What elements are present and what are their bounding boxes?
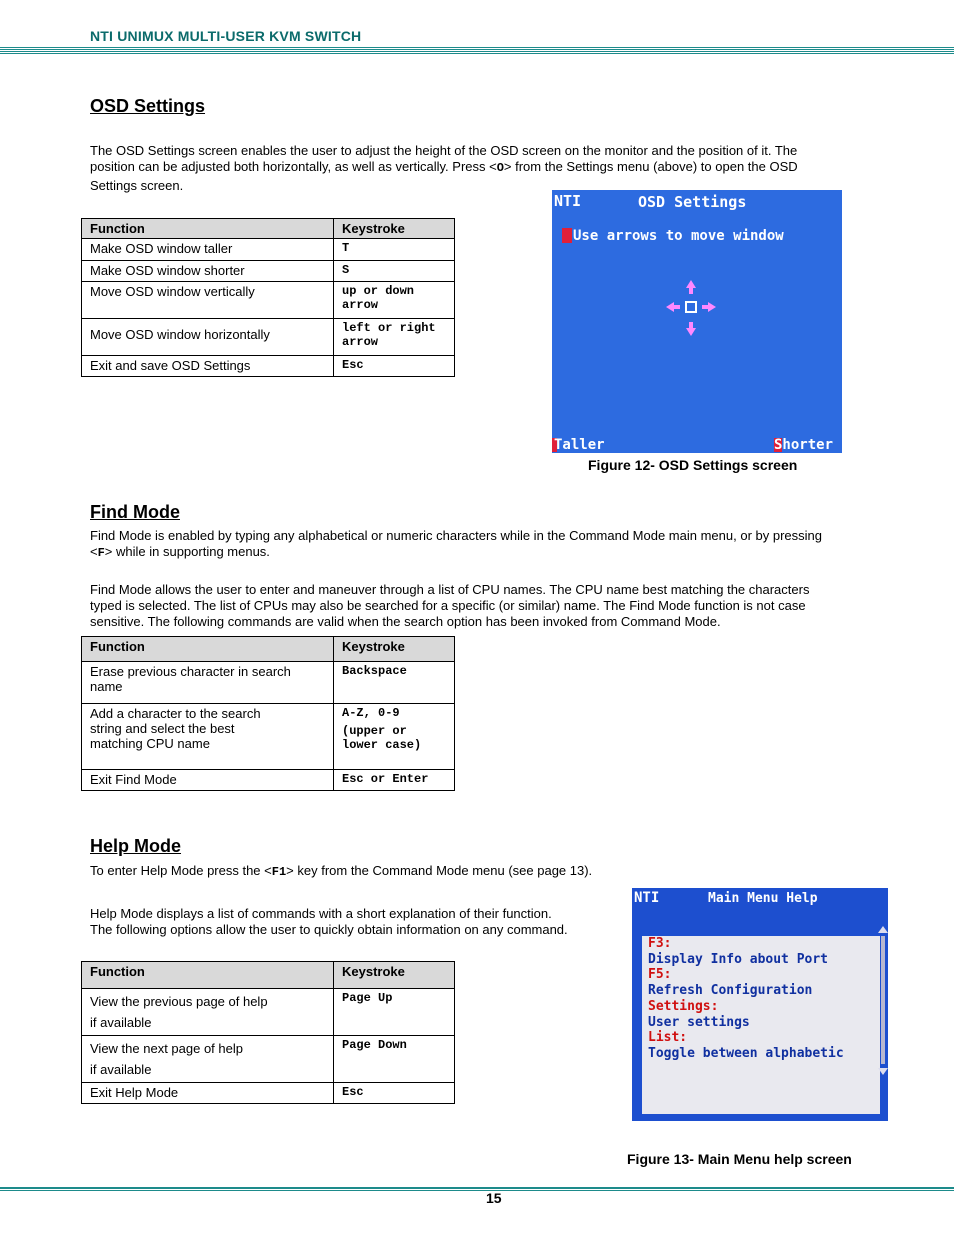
osd-keystroke-table <box>81 218 455 377</box>
scrollbar-arrows-icon <box>878 926 888 1076</box>
find-keystroke-table <box>81 636 455 791</box>
table-row: Make OSD window shorter S <box>82 261 455 282</box>
find-mode-heading: Find Mode <box>90 502 180 522</box>
nti-logo: NTI <box>634 890 660 906</box>
table-row: Move OSD window horizontally left or right arrow <box>82 319 455 356</box>
taller-label: Taller <box>554 437 605 453</box>
table-header-keystroke: Keystroke <box>334 219 455 239</box>
four-arrows-icon <box>662 278 722 338</box>
table-row: Exit and save OSD Settings Esc <box>82 356 455 377</box>
table-row: View the next page of help if available Page Down <box>82 1036 455 1083</box>
help-description-paragraph: Help Mode displays a list of commands with a short explanation of their function. The following options allow the user to quickly obtain information on any command. <box>90 906 568 937</box>
help-mode-heading: Help Mode <box>90 836 182 856</box>
figure-13-caption: Figure 13- Main Menu help screen <box>627 1151 852 1167</box>
help-keystroke-table <box>81 961 455 1104</box>
footer-rule <box>0 1187 954 1191</box>
screen-title: OSD Settings <box>638 193 747 211</box>
table-header-function: Function <box>82 962 334 989</box>
screen-instruction: Use arrows to move window <box>573 228 784 244</box>
table-row: Make OSD window taller T <box>82 239 455 261</box>
find-description-paragraph: Find Mode allows the user to enter and maneuver through a list of CPU names. The CPU name best matching the characters typed is selected. The list of CPUs may also be searched for a specific (or similar) name. The Find Mode function is not case sensitive. The following commands are valid when the search option has been invoked from Command Mode. <box>90 582 810 629</box>
page-number: 15 <box>486 1190 502 1206</box>
help-panel: F3: Display Info about Port F5: Refresh Configuration Settings: User settings List: Toggle between alphabetic <box>642 936 880 1114</box>
osd-intro-paragraph: The OSD Settings screen enables the user to adjust the height of the OSD screen on the monitor and the position of it. The position can be adjusted both horizontally, as well as vertically. Press <O> from the Settings menu (above) to open the OSD Settings screen. <box>90 143 798 193</box>
header-rule <box>0 47 954 55</box>
table-row: View the previous page of help if available Page Up <box>82 989 455 1036</box>
cursor-block <box>562 228 572 243</box>
document-header: NTI UNIMUX MULTI-USER KVM SWITCH <box>90 28 362 44</box>
screen-title: Main Menu Help <box>708 891 818 906</box>
nti-logo: NTI <box>554 192 582 210</box>
main-menu-help-screenshot <box>632 888 888 1121</box>
table-row: Move OSD window vertically up or down arrow <box>82 282 455 319</box>
table-row: Erase previous character in search name Backspace <box>82 662 455 704</box>
table-row: Exit Find Mode Esc or Enter <box>82 770 455 791</box>
figure-12-caption: Figure 12- OSD Settings screen <box>588 457 798 473</box>
table-row: Add a character to the search string and select the best matching CPU name A-Z, 0-9 (upper or lower case) <box>82 704 455 770</box>
find-intro-paragraph: Find Mode is enabled by typing any alphabetical or numeric characters while in the Command Mode main menu, or by pressing <F> while in supporting menus. <box>90 528 822 560</box>
table-header-function: Function <box>82 637 334 662</box>
help-intro-paragraph: To enter Help Mode press the <F1> key from the Command Mode menu (see page 13). <box>90 863 593 879</box>
table-header-keystroke: Keystroke <box>334 962 455 989</box>
shorter-label: Shorter <box>774 437 834 453</box>
osd-settings-screenshot <box>552 190 842 453</box>
table-row: Exit Help Mode Esc <box>82 1083 455 1104</box>
table-header-function: Function <box>82 219 334 239</box>
table-header-keystroke: Keystroke <box>334 637 455 662</box>
osd-settings-heading: OSD Settings <box>90 96 206 116</box>
